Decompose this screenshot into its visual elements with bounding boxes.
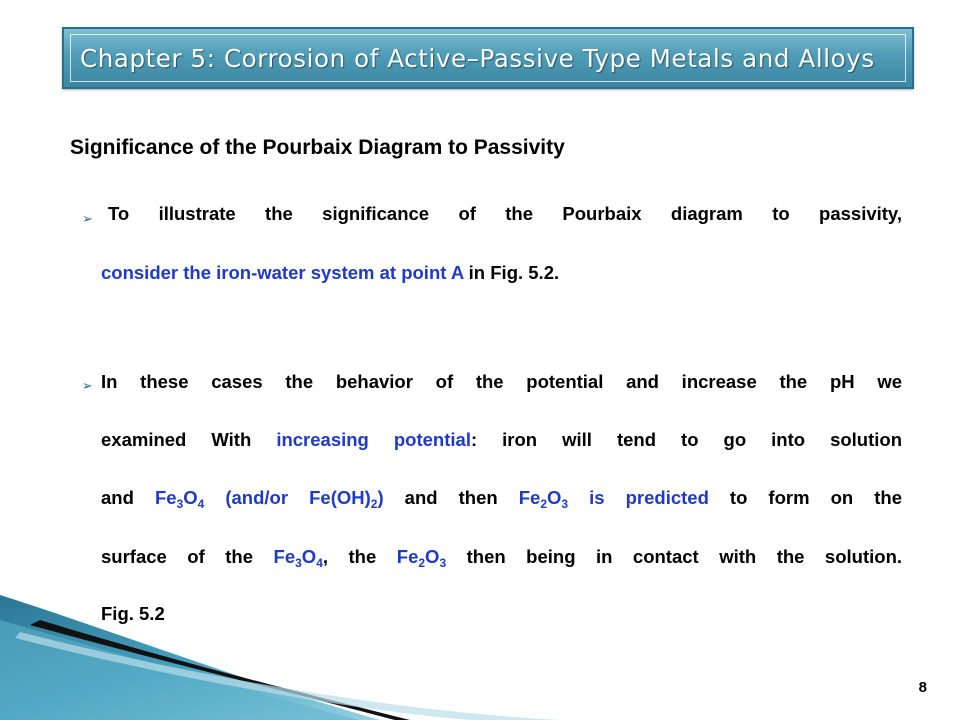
arrow-bullet-icon: ➢: [82, 378, 93, 393]
formula-fe2o3: $Fe_2O_3$ is predicted: [518, 487, 709, 511]
formula-fe3o4: $Fe_3O_4$ (and/or $Fe(OH)_2$): [154, 487, 384, 511]
slide-title: Chapter 5: Corrosion of Active–Passive Type Metals and Alloys: [80, 43, 875, 73]
arrow-bullet-icon: ➢: [82, 211, 93, 226]
bullet1-line1: To illustrate the significance of the Pourbaix diagram to passivity,: [108, 203, 902, 224]
section-heading: Significance of the Pourbaix Diagram to Passivity: [70, 136, 565, 159]
bullet2-line3: and $Fe_3O_4$ (and/or $Fe(OH)_2$) and then $Fe_2O_3$ is predicted to form on the: [101, 487, 902, 511]
bullet2-highlight-potential: increasing potential: [276, 429, 471, 450]
page-number: 8: [918, 679, 927, 696]
bullet2-line4: surface of the $Fe_3O_4$, the $Fe_2O_3$ then being in contact with the solution.: [101, 546, 903, 570]
decorative-swoosh: [0, 560, 560, 720]
figure-reference: Fig. 5.2: [101, 603, 165, 624]
bullet2-line1: In these cases the behavior of the potential and increase the pH we: [101, 371, 902, 392]
bullet2-line2: examined With increasing potential: iron will tend to go into solution: [101, 429, 903, 450]
formula-fe2o3-2: $Fe_2O_3$: [396, 546, 447, 570]
title-bar: [62, 27, 914, 89]
bullet1-highlight: consider the iron-water system at point A: [101, 262, 464, 283]
formula-fe3o4-2: $Fe_3O_4$: [273, 546, 323, 570]
bullet1-line2: consider the iron-water system at point A in Fig. 5.2.: [101, 262, 560, 283]
